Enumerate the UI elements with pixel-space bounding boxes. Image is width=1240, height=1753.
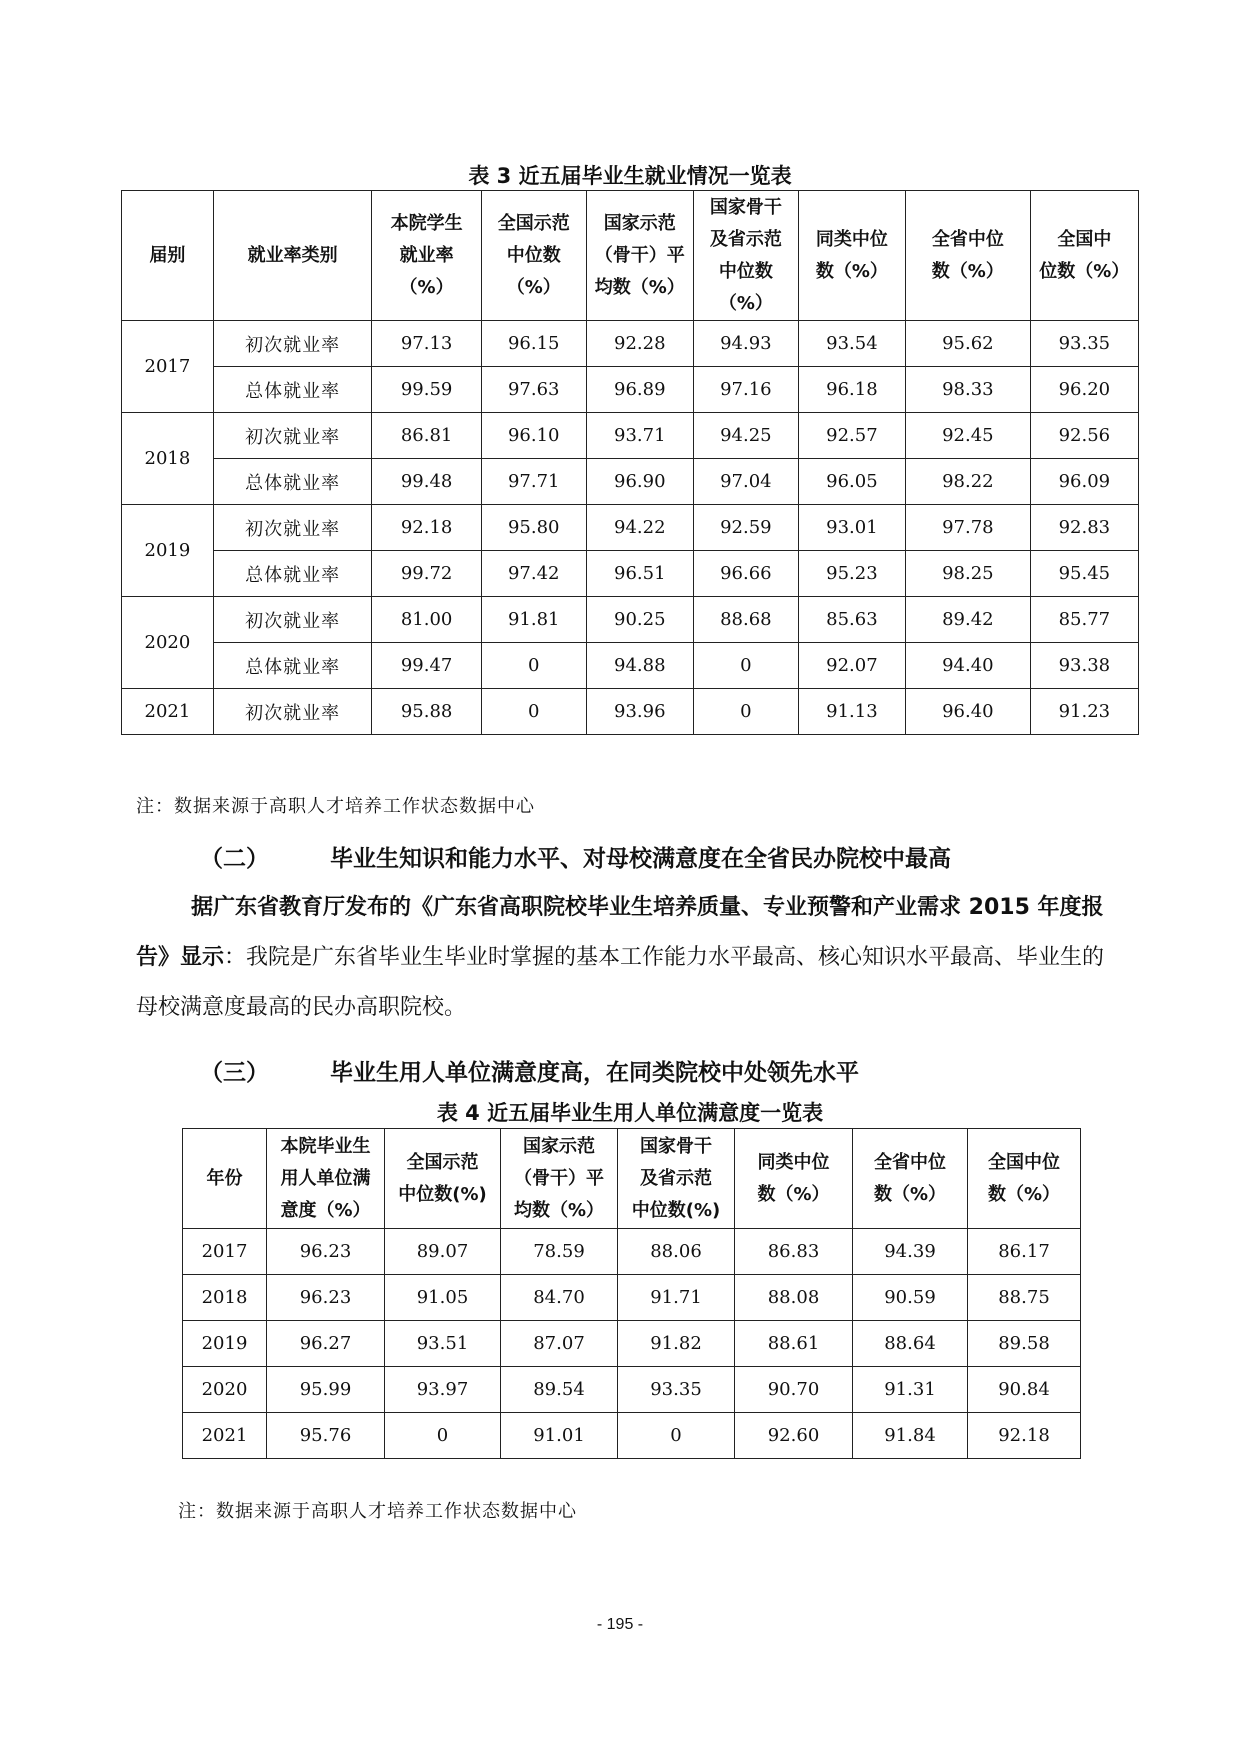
value-cell: 96.09: [1030, 459, 1138, 505]
value-cell: 0: [693, 643, 798, 689]
value-cell: 92.83: [1030, 505, 1138, 551]
value-cell: 93.96: [586, 689, 693, 735]
table4-header-row: [183, 1129, 1081, 1229]
value-cell: 97.16: [693, 367, 798, 413]
section3-heading-text: 毕业生用人单位满意度高，在同类院校中处领先水平: [330, 1060, 859, 1086]
value-cell: 94.93: [693, 321, 798, 367]
value-cell: 91.81: [481, 597, 586, 643]
table4-header-cell: [853, 1129, 968, 1229]
table4-header-line: 国家骨干: [640, 1135, 712, 1157]
table-row: [122, 321, 1139, 367]
table4-header-cell: [735, 1129, 853, 1229]
value-cell: 95.62: [906, 321, 1031, 367]
year-cell: 2021: [122, 689, 214, 735]
rate-type-cell: 总体就业率: [213, 551, 372, 597]
table-row: [122, 643, 1139, 689]
value-cell: 96.20: [1030, 367, 1138, 413]
value-cell: 91.82: [618, 1321, 735, 1367]
table4-header-cell: [385, 1129, 501, 1229]
table4-header-cell: [267, 1129, 385, 1229]
table4-header-line: 年份: [206, 1167, 243, 1189]
value-cell: 94.39: [853, 1229, 968, 1275]
table4-header-line: （骨干）平: [514, 1167, 604, 1189]
table-row: [122, 505, 1139, 551]
table4-header-line: 数（%）: [987, 1183, 1061, 1205]
value-cell: 0: [481, 689, 586, 735]
table3-header-cell: [213, 191, 372, 321]
table3-header-line: 数（%）: [931, 260, 1004, 282]
table3-header-line: 就业率类别: [247, 244, 338, 266]
value-cell: 95.76: [267, 1413, 385, 1459]
value-cell: 96.23: [267, 1275, 385, 1321]
value-cell: 98.22: [906, 459, 1031, 505]
year-cell: 2017: [122, 321, 214, 413]
value-cell: 94.25: [693, 413, 798, 459]
table3-header-line: 均数（%）: [594, 276, 685, 298]
value-cell: 98.25: [906, 551, 1031, 597]
value-cell: 96.18: [798, 367, 905, 413]
year-cell: 2021: [183, 1413, 267, 1459]
value-cell: 92.18: [372, 505, 481, 551]
value-cell: 95.99: [267, 1367, 385, 1413]
rate-type-cell: 初次就业率: [213, 689, 372, 735]
value-cell: 88.61: [735, 1321, 853, 1367]
value-cell: 88.68: [693, 597, 798, 643]
table-row: [122, 367, 1139, 413]
table4-header-line: 数（%）: [873, 1183, 947, 1205]
page-number: - 195 -: [596, 1616, 644, 1633]
value-cell: 91.13: [798, 689, 905, 735]
value-cell: 90.25: [586, 597, 693, 643]
table-row: [122, 689, 1139, 735]
table-row: [183, 1229, 1081, 1275]
table-row: [122, 597, 1139, 643]
table4-header-line: 本院毕业生: [280, 1135, 371, 1157]
value-cell: 92.56: [1030, 413, 1138, 459]
value-cell: 85.77: [1030, 597, 1138, 643]
value-cell: 89.58: [968, 1321, 1081, 1367]
table3-header-cell: [798, 191, 905, 321]
table3-title: 表 3 近五届毕业生就业情况一览表: [468, 164, 792, 188]
value-cell: 96.27: [267, 1321, 385, 1367]
value-cell: 95.80: [481, 505, 586, 551]
table-row: [183, 1275, 1081, 1321]
value-cell: 78.59: [501, 1229, 618, 1275]
table-row: [122, 459, 1139, 505]
year-cell: 2018: [183, 1275, 267, 1321]
value-cell: 86.83: [735, 1229, 853, 1275]
rate-type-cell: 初次就业率: [213, 597, 372, 643]
value-cell: 93.51: [385, 1321, 501, 1367]
value-cell: 97.78: [906, 505, 1031, 551]
table4-header-line: 中位数(%): [398, 1183, 487, 1205]
value-cell: 86.81: [372, 413, 481, 459]
table4-header-line: 用人单位满: [280, 1167, 371, 1189]
value-cell: 98.33: [906, 367, 1031, 413]
table3-header-line: （%）: [718, 292, 773, 314]
value-cell: 88.06: [618, 1229, 735, 1275]
table-row: [183, 1413, 1081, 1459]
table4-title: 表 4 近五届毕业生用人单位满意度一览表: [436, 1101, 824, 1125]
value-cell: 93.01: [798, 505, 905, 551]
value-cell: 92.60: [735, 1413, 853, 1459]
value-cell: 88.75: [968, 1275, 1081, 1321]
rate-type-cell: 总体就业率: [213, 643, 372, 689]
table3-header-row: [122, 191, 1139, 321]
table3-header-cell: [586, 191, 693, 321]
value-cell: 87.07: [501, 1321, 618, 1367]
value-cell: 94.22: [586, 505, 693, 551]
table3-header-cell: [1030, 191, 1138, 321]
table4-header-cell: [618, 1129, 735, 1229]
section2-number: （二）: [200, 846, 269, 872]
value-cell: 86.17: [968, 1229, 1081, 1275]
value-cell: 99.59: [372, 367, 481, 413]
table3-header-cell: [372, 191, 481, 321]
table-row: [183, 1367, 1081, 1413]
rate-type-cell: 初次就业率: [213, 413, 372, 459]
section2-paragraph: [136, 883, 1126, 1033]
value-cell: 91.01: [501, 1413, 618, 1459]
section3-heading: [200, 1054, 859, 1087]
value-cell: 93.38: [1030, 643, 1138, 689]
table-row: [183, 1321, 1081, 1367]
table4-header-cell: [183, 1129, 267, 1229]
value-cell: 96.66: [693, 551, 798, 597]
table3-header-line: 数（%）: [815, 260, 888, 282]
table3-header-cell: [906, 191, 1031, 321]
value-cell: 96.15: [481, 321, 586, 367]
value-cell: 88.64: [853, 1321, 968, 1367]
value-cell: 92.28: [586, 321, 693, 367]
employment-rate-table: [121, 190, 1139, 735]
year-cell: 2018: [122, 413, 214, 505]
table4-header-line: 国家示范: [523, 1135, 595, 1157]
table4-header-line: 全省中位: [874, 1151, 946, 1173]
value-cell: 92.57: [798, 413, 905, 459]
value-cell: 90.84: [968, 1367, 1081, 1413]
value-cell: 90.59: [853, 1275, 968, 1321]
table3-header-line: 中位数: [506, 244, 561, 266]
value-cell: 93.54: [798, 321, 905, 367]
value-cell: 91.84: [853, 1413, 968, 1459]
value-cell: 99.72: [372, 551, 481, 597]
table3-header-line: 中位数: [718, 260, 773, 282]
table3-header-line: 全国中: [1057, 228, 1112, 250]
value-cell: 92.07: [798, 643, 905, 689]
value-cell: 92.45: [906, 413, 1031, 459]
value-cell: 84.70: [501, 1275, 618, 1321]
section3-number: （三）: [200, 1060, 269, 1086]
table4-header-cell: [968, 1129, 1081, 1229]
value-cell: 93.71: [586, 413, 693, 459]
table3-header-line: 就业率: [399, 244, 454, 266]
value-cell: 96.90: [586, 459, 693, 505]
table4-header-line: 全国中位: [988, 1151, 1060, 1173]
table4-header-line: 数（%）: [757, 1183, 830, 1205]
table4-header-line: 同类中位: [757, 1151, 830, 1173]
value-cell: 96.05: [798, 459, 905, 505]
rate-type-cell: 初次就业率: [213, 321, 372, 367]
value-cell: 89.54: [501, 1367, 618, 1413]
value-cell: 0: [385, 1413, 501, 1459]
employer-satisfaction-table: [182, 1128, 1081, 1459]
value-cell: 95.88: [372, 689, 481, 735]
value-cell: 91.23: [1030, 689, 1138, 735]
value-cell: 89.07: [385, 1229, 501, 1275]
value-cell: 99.47: [372, 643, 481, 689]
value-cell: 93.35: [1030, 321, 1138, 367]
table4-source-note: 注：数据来源于高职人才培养工作状态数据中心: [178, 1501, 577, 1522]
value-cell: 91.71: [618, 1275, 735, 1321]
table3-header-line: 全省中位: [931, 228, 1004, 250]
table3-header-line: （%）: [399, 276, 454, 298]
value-cell: 97.42: [481, 551, 586, 597]
value-cell: 91.05: [385, 1275, 501, 1321]
table3-header-line: 届别: [149, 244, 186, 266]
section2-heading: [200, 840, 951, 873]
value-cell: 96.89: [586, 367, 693, 413]
rate-type-cell: 初次就业率: [213, 505, 372, 551]
table3-header-line: 国家骨干: [709, 196, 782, 218]
value-cell: 89.42: [906, 597, 1031, 643]
value-cell: 96.51: [586, 551, 693, 597]
table3-header-line: 及省示范: [709, 228, 782, 250]
table3-header-line: （骨干）平: [594, 244, 685, 266]
table4-header-line: 均数（%）: [513, 1199, 605, 1221]
value-cell: 97.63: [481, 367, 586, 413]
table3-header-line: 国家示范: [603, 212, 676, 234]
table3-header-line: 本院学生: [390, 212, 463, 234]
table3-header-line: 同类中位: [815, 228, 888, 250]
table-row: [122, 551, 1139, 597]
value-cell: 88.08: [735, 1275, 853, 1321]
table4-header-line: 及省示范: [640, 1167, 712, 1189]
value-cell: 97.71: [481, 459, 586, 505]
table4-header-line: 全国示范: [406, 1151, 479, 1173]
value-cell: 92.18: [968, 1413, 1081, 1459]
paragraph-text: ：我院是广东省毕业生毕业时掌握的基本工作能力水平最高、核心知识水平最高、毕业生的母校满意度最高的民办高职院校。: [136, 945, 1105, 1020]
value-cell: 95.45: [1030, 551, 1138, 597]
table3-header-cell: [693, 191, 798, 321]
value-cell: 96.10: [481, 413, 586, 459]
year-cell: 2019: [183, 1321, 267, 1367]
table3-header-line: （%）: [506, 276, 561, 298]
rate-type-cell: 总体就业率: [213, 367, 372, 413]
table3-header-cell: [481, 191, 586, 321]
value-cell: 0: [481, 643, 586, 689]
rate-type-cell: 总体就业率: [213, 459, 372, 505]
table4-header-cell: [501, 1129, 618, 1229]
value-cell: 93.97: [385, 1367, 501, 1413]
table3-header-cell: [122, 191, 214, 321]
value-cell: 96.40: [906, 689, 1031, 735]
value-cell: 0: [618, 1413, 735, 1459]
value-cell: 97.04: [693, 459, 798, 505]
value-cell: 94.88: [586, 643, 693, 689]
table3-source-note: 注：数据来源于高职人才培养工作状态数据中心: [136, 796, 535, 817]
value-cell: 0: [693, 689, 798, 735]
year-cell: 2017: [183, 1229, 267, 1275]
value-cell: 85.63: [798, 597, 905, 643]
value-cell: 97.13: [372, 321, 481, 367]
table4-header-line: 中位数(%): [631, 1199, 721, 1221]
table3-header-line: 全国示范: [497, 212, 570, 234]
year-cell: 2020: [122, 597, 214, 689]
value-cell: 93.35: [618, 1367, 735, 1413]
table4-header-line: 意度（%）: [280, 1199, 371, 1221]
year-cell: 2019: [122, 505, 214, 597]
value-cell: 81.00: [372, 597, 481, 643]
value-cell: 94.40: [906, 643, 1031, 689]
value-cell: 92.59: [693, 505, 798, 551]
value-cell: 91.31: [853, 1367, 968, 1413]
value-cell: 90.70: [735, 1367, 853, 1413]
table-row: [122, 413, 1139, 459]
section2-heading-text: 毕业生知识和能力水平、对母校满意度在全省民办院校中最高: [330, 846, 951, 872]
year-cell: 2020: [183, 1367, 267, 1413]
value-cell: 96.23: [267, 1229, 385, 1275]
table3-header-line: 位数（%）: [1039, 260, 1130, 282]
report-reference: 据广东省教育厅发布的《广东省高职院校毕业生培养质量、专业预警和产业需求 2015 年度报告》显示: [136, 895, 1104, 970]
value-cell: 95.23: [798, 551, 905, 597]
value-cell: 99.48: [372, 459, 481, 505]
